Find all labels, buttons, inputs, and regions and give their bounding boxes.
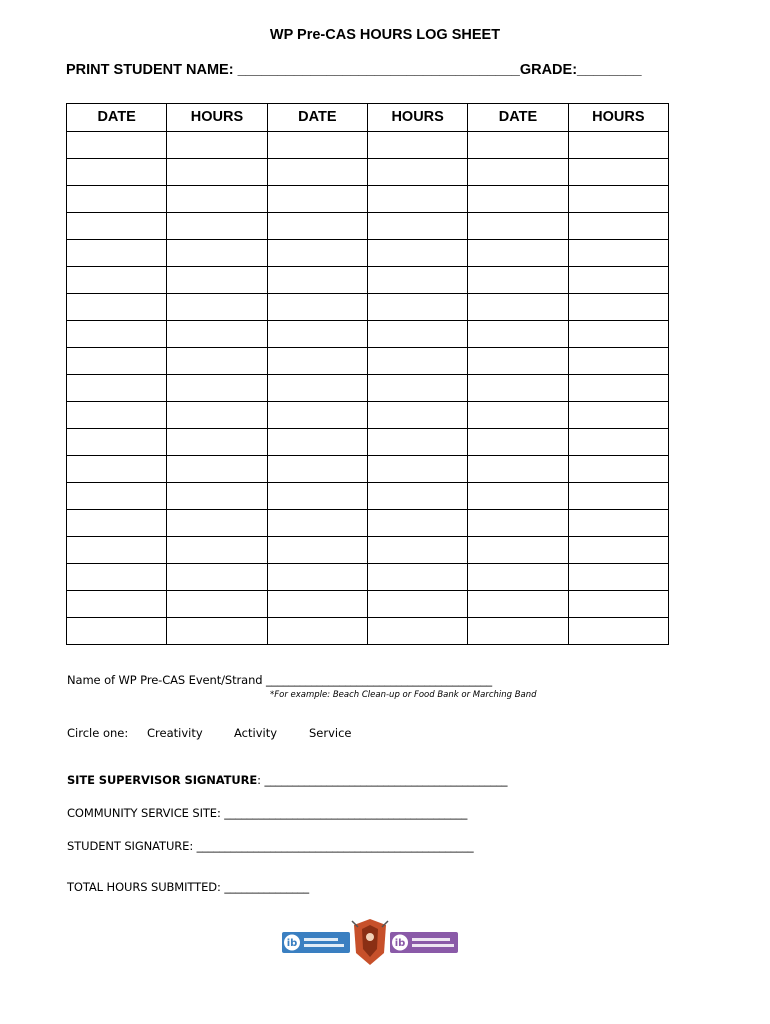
hours-cell[interactable] bbox=[167, 240, 267, 267]
date-cell[interactable] bbox=[267, 132, 367, 159]
header-hours-3: HOURS bbox=[568, 104, 668, 132]
table-row bbox=[67, 510, 669, 537]
table-row bbox=[67, 267, 669, 294]
hours-cell[interactable] bbox=[167, 186, 267, 213]
hours-cell[interactable] bbox=[367, 537, 467, 564]
date-cell[interactable] bbox=[67, 591, 167, 618]
table-row bbox=[67, 618, 669, 645]
table-row bbox=[67, 537, 669, 564]
hours-cell[interactable] bbox=[568, 429, 668, 456]
date-cell[interactable] bbox=[267, 321, 367, 348]
hours-cell[interactable] bbox=[167, 483, 267, 510]
date-cell[interactable] bbox=[67, 186, 167, 213]
hours-cell[interactable] bbox=[367, 429, 467, 456]
table-row bbox=[67, 483, 669, 510]
date-cell[interactable] bbox=[468, 294, 568, 321]
hours-cell[interactable] bbox=[367, 402, 467, 429]
page-title: WP Pre-CAS HOURS LOG SHEET bbox=[269, 27, 501, 43]
option-creativity: Creativity bbox=[147, 726, 203, 740]
hours-cell[interactable] bbox=[367, 132, 467, 159]
option-service: Service bbox=[309, 726, 352, 740]
hours-cell[interactable] bbox=[167, 213, 267, 240]
table-row bbox=[67, 132, 669, 159]
date-cell[interactable] bbox=[267, 483, 367, 510]
hours-cell[interactable] bbox=[568, 213, 668, 240]
example-note: *For example: Beach Clean-up or Food Bank or Marching Band bbox=[270, 690, 537, 700]
hours-cell[interactable] bbox=[568, 321, 668, 348]
hours-cell[interactable] bbox=[167, 267, 267, 294]
community-service-site-line: COMMUNITY SERVICE SITE: ___________________________________________ bbox=[67, 806, 468, 820]
hours-cell[interactable] bbox=[367, 240, 467, 267]
hours-cell[interactable] bbox=[167, 348, 267, 375]
date-cell[interactable] bbox=[468, 483, 568, 510]
date-cell[interactable] bbox=[67, 537, 167, 564]
option-activity: Activity bbox=[234, 726, 278, 740]
hours-cell[interactable] bbox=[568, 564, 668, 591]
hours-cell[interactable] bbox=[568, 267, 668, 294]
date-cell[interactable] bbox=[468, 159, 568, 186]
ib-career-logo bbox=[390, 932, 458, 953]
date-cell[interactable] bbox=[468, 348, 568, 375]
student-name-grade-line: PRINT STUDENT NAME: ___________________________________GRADE:________ bbox=[66, 62, 642, 78]
date-cell[interactable] bbox=[67, 132, 167, 159]
hours-cell[interactable] bbox=[367, 159, 467, 186]
table-row bbox=[67, 375, 669, 402]
header-hours-2: HOURS bbox=[367, 104, 467, 132]
svg-text:ib: ib bbox=[286, 938, 298, 949]
date-cell[interactable] bbox=[267, 537, 367, 564]
date-cell[interactable] bbox=[468, 591, 568, 618]
date-cell[interactable] bbox=[67, 483, 167, 510]
date-cell[interactable] bbox=[67, 321, 167, 348]
hours-cell[interactable] bbox=[167, 375, 267, 402]
hours-cell[interactable] bbox=[568, 294, 668, 321]
hours-cell[interactable] bbox=[367, 213, 467, 240]
hours-cell[interactable] bbox=[167, 321, 267, 348]
table-row bbox=[67, 429, 669, 456]
date-cell[interactable] bbox=[468, 375, 568, 402]
date-cell[interactable] bbox=[468, 510, 568, 537]
date-cell[interactable] bbox=[267, 564, 367, 591]
date-cell[interactable] bbox=[267, 402, 367, 429]
date-cell[interactable] bbox=[468, 213, 568, 240]
hours-cell[interactable] bbox=[367, 267, 467, 294]
date-cell[interactable] bbox=[67, 159, 167, 186]
hours-cell[interactable] bbox=[568, 132, 668, 159]
hours-cell[interactable] bbox=[568, 186, 668, 213]
hours-cell[interactable] bbox=[367, 591, 467, 618]
date-cell[interactable] bbox=[267, 591, 367, 618]
date-cell[interactable] bbox=[468, 456, 568, 483]
supervisor-signature-label: SITE SUPERVISOR SIGNATURE bbox=[67, 773, 258, 787]
hours-cell[interactable] bbox=[167, 537, 267, 564]
hours-cell[interactable] bbox=[568, 159, 668, 186]
hours-cell[interactable] bbox=[167, 402, 267, 429]
hours-cell[interactable] bbox=[568, 483, 668, 510]
table-row bbox=[67, 186, 669, 213]
hours-cell[interactable] bbox=[568, 510, 668, 537]
supervisor-signature-line bbox=[67, 773, 507, 787]
hours-cell[interactable] bbox=[568, 591, 668, 618]
date-cell[interactable] bbox=[67, 564, 167, 591]
date-cell[interactable] bbox=[67, 618, 167, 645]
table-header-row bbox=[67, 104, 669, 132]
table-row bbox=[67, 348, 669, 375]
date-cell[interactable] bbox=[67, 510, 167, 537]
hours-cell[interactable] bbox=[568, 456, 668, 483]
date-cell[interactable] bbox=[267, 510, 367, 537]
hours-cell[interactable] bbox=[167, 294, 267, 321]
svg-text:ib: ib bbox=[394, 938, 406, 949]
date-cell[interactable] bbox=[267, 240, 367, 267]
header-hours-1: HOURS bbox=[167, 104, 267, 132]
date-cell[interactable] bbox=[67, 375, 167, 402]
hours-cell[interactable] bbox=[167, 456, 267, 483]
date-cell[interactable] bbox=[267, 456, 367, 483]
date-cell[interactable] bbox=[468, 186, 568, 213]
date-cell[interactable] bbox=[67, 213, 167, 240]
date-cell[interactable] bbox=[67, 240, 167, 267]
hours-cell[interactable] bbox=[568, 375, 668, 402]
header-date-1: DATE bbox=[67, 104, 167, 132]
student-signature-line: STUDENT SIGNATURE: _________________________________________________ bbox=[67, 839, 474, 853]
hours-cell[interactable] bbox=[367, 348, 467, 375]
date-cell[interactable] bbox=[267, 429, 367, 456]
date-cell[interactable] bbox=[267, 213, 367, 240]
event-strand-line: Name of WP Pre-CAS Event/Strand ________________________________________ bbox=[67, 673, 493, 687]
date-cell[interactable] bbox=[267, 375, 367, 402]
total-hours-line: TOTAL HOURS SUBMITTED: _______________ bbox=[67, 880, 310, 894]
hours-cell[interactable] bbox=[367, 510, 467, 537]
date-cell[interactable] bbox=[267, 348, 367, 375]
table-row bbox=[67, 240, 669, 267]
hours-cell[interactable] bbox=[367, 375, 467, 402]
table-row bbox=[67, 294, 669, 321]
table-body bbox=[67, 132, 669, 645]
date-cell[interactable] bbox=[267, 618, 367, 645]
table-row bbox=[67, 159, 669, 186]
date-cell[interactable] bbox=[468, 240, 568, 267]
date-cell[interactable] bbox=[67, 267, 167, 294]
supervisor-signature-blank: : ___________________________________________ bbox=[257, 773, 508, 787]
hours-cell[interactable] bbox=[167, 429, 267, 456]
date-cell[interactable] bbox=[267, 159, 367, 186]
hours-cell[interactable] bbox=[367, 456, 467, 483]
date-cell[interactable] bbox=[67, 294, 167, 321]
date-cell[interactable] bbox=[67, 348, 167, 375]
circle-one-label: Circle one: bbox=[67, 726, 129, 740]
date-cell[interactable] bbox=[468, 429, 568, 456]
hours-cell[interactable] bbox=[367, 618, 467, 645]
ib-diploma-logo bbox=[282, 932, 350, 953]
hours-cell[interactable] bbox=[167, 510, 267, 537]
header-date-2: DATE bbox=[267, 104, 367, 132]
hours-cell[interactable] bbox=[568, 348, 668, 375]
date-cell[interactable] bbox=[468, 402, 568, 429]
date-cell[interactable] bbox=[67, 456, 167, 483]
hours-cell[interactable] bbox=[167, 132, 267, 159]
school-crest-logo bbox=[352, 919, 388, 965]
table-row bbox=[67, 321, 669, 348]
school-logos bbox=[280, 915, 460, 970]
date-cell[interactable] bbox=[468, 267, 568, 294]
hours-cell[interactable] bbox=[167, 591, 267, 618]
date-cell[interactable] bbox=[468, 321, 568, 348]
date-cell[interactable] bbox=[267, 294, 367, 321]
date-cell[interactable] bbox=[267, 267, 367, 294]
hours-cell[interactable] bbox=[367, 483, 467, 510]
hours-cell[interactable] bbox=[568, 240, 668, 267]
date-cell[interactable] bbox=[67, 402, 167, 429]
table-row bbox=[67, 213, 669, 240]
hours-cell[interactable] bbox=[167, 564, 267, 591]
date-cell[interactable] bbox=[468, 537, 568, 564]
hours-cell[interactable] bbox=[568, 537, 668, 564]
hours-cell[interactable] bbox=[568, 402, 668, 429]
table-row bbox=[67, 591, 669, 618]
date-cell[interactable] bbox=[468, 564, 568, 591]
hours-cell[interactable] bbox=[367, 186, 467, 213]
date-cell[interactable] bbox=[468, 618, 568, 645]
date-cell[interactable] bbox=[67, 429, 167, 456]
hours-cell[interactable] bbox=[367, 321, 467, 348]
table-row bbox=[67, 456, 669, 483]
hours-cell[interactable] bbox=[367, 294, 467, 321]
table-row bbox=[67, 564, 669, 591]
table-row bbox=[67, 402, 669, 429]
header-date-3: DATE bbox=[468, 104, 568, 132]
hours-cell[interactable] bbox=[568, 618, 668, 645]
date-cell[interactable] bbox=[267, 186, 367, 213]
date-cell[interactable] bbox=[468, 132, 568, 159]
hours-cell[interactable] bbox=[167, 159, 267, 186]
hours-log-table bbox=[66, 103, 669, 645]
hours-cell[interactable] bbox=[367, 564, 467, 591]
hours-cell[interactable] bbox=[167, 618, 267, 645]
